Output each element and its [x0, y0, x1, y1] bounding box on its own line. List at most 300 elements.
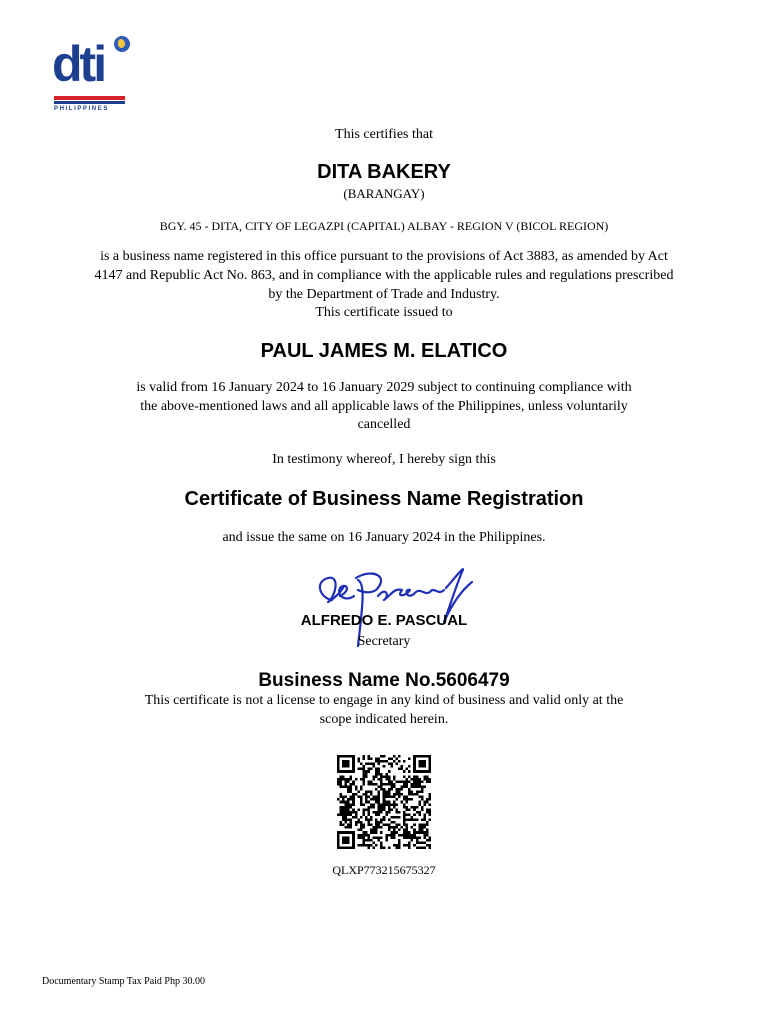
footer-stamp-tax: Documentary Stamp Tax Paid Php 30.00	[42, 976, 205, 987]
qr-module	[342, 798, 345, 801]
qr-module	[345, 813, 348, 816]
qr-module	[375, 819, 378, 822]
qr-module	[365, 839, 368, 842]
qr-module	[398, 834, 401, 837]
qr-module	[403, 834, 406, 837]
qr-module	[370, 839, 373, 842]
qr-module	[347, 780, 350, 783]
qr-module	[426, 831, 429, 834]
qr-module	[426, 780, 429, 783]
qr-module	[403, 829, 406, 832]
qr-module	[395, 798, 398, 801]
qr-module	[393, 834, 396, 837]
qr-module	[380, 760, 383, 763]
qr-module	[367, 836, 370, 839]
qr-module	[408, 780, 411, 783]
qr-module	[357, 796, 360, 799]
qr-module	[418, 841, 421, 844]
qr-module	[347, 826, 350, 829]
qr-module	[362, 839, 365, 842]
qr-module	[408, 819, 411, 822]
qr-module	[403, 796, 406, 799]
qr-module	[380, 773, 383, 776]
qr-module	[406, 824, 409, 827]
qr-module	[342, 785, 345, 788]
qr-module	[380, 811, 383, 814]
qr-module	[342, 819, 345, 822]
qr-module	[380, 775, 383, 778]
qr-module	[350, 778, 353, 781]
qr-module	[416, 806, 419, 809]
qr-module	[411, 834, 414, 837]
qr-module	[385, 824, 388, 827]
qr-module	[360, 824, 363, 827]
qr-module	[337, 780, 340, 783]
qr-module	[418, 803, 421, 806]
qr-module	[340, 806, 343, 809]
qr-module	[393, 844, 396, 847]
qr-module	[393, 829, 396, 832]
qr-module	[406, 829, 409, 832]
qr-module	[413, 778, 416, 781]
qr-module	[350, 803, 353, 806]
qr-module	[428, 778, 431, 781]
qr-module	[423, 778, 426, 781]
qr-module	[388, 803, 391, 806]
qr-module	[413, 813, 416, 816]
qr-module	[393, 775, 396, 778]
qr-module	[360, 785, 363, 788]
qr-module	[398, 796, 401, 799]
qr-module	[373, 811, 376, 814]
qr-module	[390, 763, 393, 766]
qr-module	[367, 791, 370, 794]
qr-module	[428, 836, 431, 839]
qr-module	[398, 841, 401, 844]
qr-module	[411, 806, 414, 809]
qr-module	[345, 778, 348, 781]
qr-module	[367, 806, 370, 809]
qr-module	[390, 788, 393, 791]
qr-module	[416, 836, 419, 839]
qr-module	[418, 826, 421, 829]
qr-module	[423, 824, 426, 827]
qr-module	[367, 846, 370, 849]
qr-module	[428, 808, 431, 811]
qr-module	[373, 831, 376, 834]
qr-module	[370, 763, 373, 766]
qr-module	[360, 778, 363, 781]
qr-module	[380, 778, 383, 781]
qr-module	[365, 844, 368, 847]
qr-module	[406, 826, 409, 829]
qr-module	[362, 783, 365, 786]
qr-module	[373, 846, 376, 849]
qr-module	[370, 831, 373, 834]
qr-module	[367, 839, 370, 842]
qr-module	[393, 793, 396, 796]
qr-module	[408, 793, 411, 796]
qr-module	[375, 824, 378, 827]
qr-module	[406, 778, 409, 781]
qr-module	[426, 798, 429, 801]
qr-module	[342, 806, 345, 809]
qr-module	[367, 808, 370, 811]
qr-module	[375, 760, 378, 763]
qr-module	[403, 819, 406, 822]
qr-module	[380, 819, 383, 822]
qr-module	[360, 768, 363, 771]
business-number: Business Name No.5606479	[258, 670, 510, 691]
qr-module	[357, 844, 360, 847]
qr-code-text: QLXP773215675327	[332, 863, 436, 877]
qr-module	[390, 780, 393, 783]
qr-module	[395, 844, 398, 847]
qr-module	[418, 783, 421, 786]
qr-module	[411, 785, 414, 788]
qr-module	[340, 801, 343, 804]
qr-module	[380, 836, 383, 839]
qr-module	[340, 813, 343, 816]
signatory-name: ALFREDO E. PASCUAL	[300, 612, 468, 629]
qr-module	[395, 811, 398, 814]
qr-module	[365, 816, 368, 819]
qr-module	[383, 801, 386, 804]
qr-module	[395, 816, 398, 819]
qr-module	[406, 768, 409, 771]
qr-module	[408, 808, 411, 811]
qr-module	[375, 783, 378, 786]
intro-text: This certifies that	[335, 127, 433, 142]
qr-module	[383, 808, 386, 811]
qr-module	[388, 796, 391, 799]
qr-module	[340, 775, 343, 778]
qr-module	[373, 806, 376, 809]
qr-module	[385, 803, 388, 806]
qr-module	[421, 796, 424, 799]
qr-module	[418, 836, 421, 839]
qr-module	[340, 821, 343, 824]
qr-module	[418, 778, 421, 781]
qr-module	[360, 798, 363, 801]
qr-module	[411, 793, 414, 796]
qr-module	[390, 803, 393, 806]
disclaimer-line-2: scope indicated herein.	[319, 712, 449, 727]
qr-module	[375, 821, 378, 824]
qr-module	[360, 829, 363, 832]
qr-module	[373, 796, 376, 799]
qr-module	[378, 824, 381, 827]
qr-module	[383, 755, 386, 758]
qr-module	[416, 785, 419, 788]
qr-module	[403, 806, 406, 809]
qr-module	[375, 829, 378, 832]
qr-module	[390, 765, 393, 768]
qr-module	[390, 821, 393, 824]
qr-module	[411, 819, 414, 822]
qr-module	[388, 819, 391, 822]
qr-module	[347, 785, 350, 788]
qr-module	[383, 791, 386, 794]
qr-module	[373, 841, 376, 844]
qr-module	[423, 801, 426, 804]
qr-module	[360, 816, 363, 819]
qr-module	[388, 834, 391, 837]
qr-module	[367, 819, 370, 822]
qr-module	[411, 791, 414, 794]
qr-module	[403, 813, 406, 816]
qr-module	[390, 796, 393, 799]
qr-module	[352, 793, 355, 796]
qr-module	[370, 819, 373, 822]
qr-module	[370, 768, 373, 771]
qr-module	[380, 846, 383, 849]
qr-module	[406, 785, 409, 788]
logo-red-bar	[54, 96, 125, 100]
qr-module	[393, 778, 396, 781]
qr-finder	[413, 770, 431, 773]
qr-module	[416, 846, 419, 849]
qr-module	[388, 846, 391, 849]
qr-module	[413, 829, 416, 832]
qr-module	[428, 780, 431, 783]
qr-module	[426, 811, 429, 814]
qr-module	[418, 824, 421, 827]
qr-module	[352, 811, 355, 814]
qr-module	[370, 798, 373, 801]
qr-module	[357, 808, 360, 811]
qr-module	[347, 819, 350, 822]
qr-module	[378, 803, 381, 806]
qr-module	[370, 791, 373, 794]
qr-module	[367, 801, 370, 804]
qr-module	[388, 808, 391, 811]
qr-finder	[413, 755, 431, 758]
qr-module	[403, 760, 406, 763]
qr-finder	[352, 755, 355, 773]
qr-module	[401, 826, 404, 829]
logo-subtitle: PHILIPPINES	[54, 106, 109, 112]
qr-module	[365, 819, 368, 822]
qr-module	[365, 834, 368, 837]
qr-module	[347, 813, 350, 816]
qr-module	[362, 775, 365, 778]
qr-module	[365, 801, 368, 804]
qr-module	[347, 798, 350, 801]
qr-module	[340, 783, 343, 786]
qr-module	[413, 775, 416, 778]
qr-module	[383, 819, 386, 822]
qr-module	[340, 793, 343, 796]
qr-module	[340, 824, 343, 827]
qr-module	[360, 796, 363, 799]
qr-finder	[337, 831, 355, 834]
qr-module	[390, 758, 393, 761]
qr-module	[403, 836, 406, 839]
qr-finder	[337, 770, 355, 773]
qr-module	[388, 775, 391, 778]
qr-module	[378, 806, 381, 809]
body-line-2: 4147 and Republic Act No. 863, and in compliance with the applicable rules and regulations prescribed	[94, 268, 674, 283]
qr-module	[373, 836, 376, 839]
body-line-4: This certificate issued to	[315, 305, 453, 320]
qr-module	[378, 793, 381, 796]
qr-module	[367, 763, 370, 766]
qr-module	[416, 831, 419, 834]
qr-module	[413, 836, 416, 839]
qr-module	[393, 796, 396, 799]
qr-module	[365, 775, 368, 778]
qr-module	[355, 824, 358, 827]
qr-module	[340, 808, 343, 811]
qr-module	[362, 765, 365, 768]
qr-module	[393, 755, 396, 758]
qr-module	[345, 796, 348, 799]
qr-module	[350, 806, 353, 809]
qr-module	[398, 844, 401, 847]
qr-module	[403, 780, 406, 783]
qr-module	[388, 780, 391, 783]
qr-module	[355, 788, 358, 791]
qr-module	[350, 785, 353, 788]
qr-module	[350, 824, 353, 827]
qr-module	[416, 780, 419, 783]
qr-module	[350, 788, 353, 791]
qr-module	[411, 826, 414, 829]
qr-module	[416, 811, 419, 814]
signature-stroke-ascua	[378, 590, 444, 600]
qr-module	[421, 841, 424, 844]
qr-module	[408, 775, 411, 778]
qr-module	[418, 801, 421, 804]
qr-module	[413, 844, 416, 847]
qr-module	[390, 834, 393, 837]
qr-module	[426, 824, 429, 827]
qr-module	[385, 760, 388, 763]
qr-module	[385, 836, 388, 839]
qr-module	[395, 788, 398, 791]
qr-module	[421, 808, 424, 811]
qr-module	[385, 796, 388, 799]
qr-module	[423, 841, 426, 844]
qr-module	[411, 816, 414, 819]
qr-module	[340, 780, 343, 783]
qr-module	[373, 783, 376, 786]
qr-module	[418, 829, 421, 832]
qr-module	[383, 793, 386, 796]
qr-module	[375, 813, 378, 816]
qr-module	[347, 791, 350, 794]
qr-module	[408, 758, 411, 761]
qr-module	[406, 836, 409, 839]
qr-module	[388, 778, 391, 781]
qr-module	[352, 796, 355, 799]
qr-module	[370, 793, 373, 796]
signatory-title: Secretary	[357, 634, 411, 649]
qr-finder	[342, 760, 350, 768]
qr-module	[388, 770, 391, 773]
qr-module	[383, 775, 386, 778]
qr-module	[395, 808, 398, 811]
body-line-1: is a business name registered in this office pursuant to the provisions of Act 3883, as amended by Act	[100, 249, 668, 264]
qr-module	[362, 780, 365, 783]
qr-module	[362, 768, 365, 771]
qr-module	[362, 808, 365, 811]
qr-module	[390, 826, 393, 829]
qr-module	[423, 831, 426, 834]
qr-module	[408, 798, 411, 801]
qr-module	[411, 783, 414, 786]
qr-module	[352, 808, 355, 811]
qr-module	[345, 819, 348, 822]
qr-module	[385, 801, 388, 804]
qr-module	[367, 780, 370, 783]
qr-module	[352, 816, 355, 819]
qr-module	[347, 824, 350, 827]
qr-module	[360, 788, 363, 791]
qr-module	[350, 783, 353, 786]
qr-module	[390, 831, 393, 834]
qr-module	[362, 755, 365, 758]
qr-module	[347, 788, 350, 791]
qr-module	[362, 826, 365, 829]
qr-module	[426, 839, 429, 842]
qr-module	[416, 791, 419, 794]
qr-module	[342, 824, 345, 827]
qr-module	[370, 783, 373, 786]
qr-finder	[337, 846, 355, 849]
qr-module	[362, 834, 365, 837]
qr-module	[423, 826, 426, 829]
qr-module	[398, 791, 401, 794]
qr-module	[403, 844, 406, 847]
qr-module	[383, 846, 386, 849]
qr-module	[413, 793, 416, 796]
qr-module	[337, 778, 340, 781]
qr-code	[337, 755, 431, 849]
qr-module	[403, 821, 406, 824]
qr-module	[403, 816, 406, 819]
qr-module	[355, 811, 358, 814]
qr-finder	[428, 755, 431, 773]
qr-module	[373, 826, 376, 829]
qr-module	[375, 775, 378, 778]
qr-module	[365, 770, 368, 773]
qr-module	[352, 780, 355, 783]
qr-module	[370, 829, 373, 832]
qr-module	[421, 826, 424, 829]
qr-module	[365, 791, 368, 794]
qr-module	[362, 811, 365, 814]
qr-module	[423, 785, 426, 788]
qr-module	[413, 831, 416, 834]
qr-module	[398, 811, 401, 814]
qr-module	[350, 798, 353, 801]
qr-module	[421, 824, 424, 827]
qr-module	[388, 829, 391, 832]
qr-module	[406, 844, 409, 847]
qr-module	[395, 758, 398, 761]
qr-module	[347, 801, 350, 804]
qr-module	[385, 811, 388, 814]
qr-module	[370, 780, 373, 783]
qr-module	[393, 806, 396, 809]
qr-module	[342, 816, 345, 819]
qr-module	[345, 811, 348, 814]
qr-module	[337, 798, 340, 801]
qr-module	[395, 791, 398, 794]
qr-module	[423, 775, 426, 778]
